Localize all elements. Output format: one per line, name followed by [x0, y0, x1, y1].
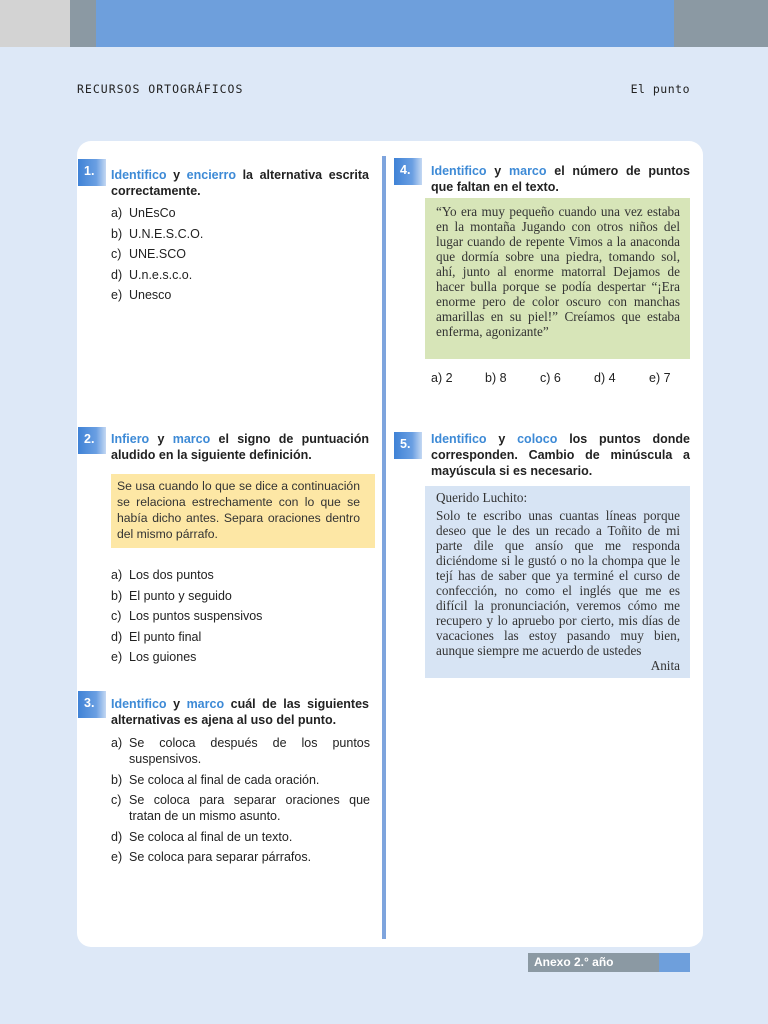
option-item[interactable] — [111, 608, 369, 624]
option-item[interactable] — [111, 588, 369, 604]
instruction-verb: encierro — [186, 168, 237, 182]
option-text: El punto y seguido — [129, 588, 232, 603]
option-text: Se coloca al final de cada oración. — [129, 772, 320, 787]
footer-label: Anexo 2.° año — [528, 953, 659, 972]
instruction-verb: marco — [509, 164, 547, 178]
option-item[interactable]: a) 2 — [431, 371, 453, 385]
instruction-verb: Infiero — [111, 432, 150, 446]
question-1-prompt — [111, 167, 369, 199]
top-bar-segment — [0, 0, 70, 47]
option-text: Se coloca al final de un texto. — [129, 829, 293, 844]
option-text: Unesco — [129, 288, 172, 302]
question-2-options — [111, 567, 369, 670]
footer-accent — [659, 953, 690, 972]
option-item[interactable] — [111, 649, 369, 665]
prompt-text: los puntos donde corresponden. Cambio de minúscula a mayúscula si es necesario. — [431, 432, 690, 478]
option-item[interactable] — [111, 205, 369, 221]
option-letter: c) — [111, 609, 122, 623]
option-letter: c) — [111, 793, 122, 807]
option-item[interactable]: e) 7 — [649, 371, 671, 385]
option-letter: d) — [111, 829, 123, 844]
option-item[interactable] — [111, 829, 370, 845]
option-text: Se coloca para separar oraciones que tratan de un mismo asunto. — [129, 793, 370, 823]
instruction-verb: marco — [172, 432, 211, 446]
option-text: Los dos puntos — [129, 568, 214, 582]
question-3-prompt — [111, 696, 369, 728]
connector-text: y — [166, 168, 187, 182]
option-item[interactable] — [111, 226, 369, 242]
option-text: U.n.e.s.c.o. — [129, 267, 193, 282]
question-4-options — [431, 371, 679, 385]
option-item[interactable] — [111, 246, 369, 262]
top-bar-segment — [674, 0, 768, 47]
option-letter: a) — [111, 206, 123, 220]
option-text: UNE.SCO — [129, 247, 186, 261]
option-text: UnEsCo — [129, 206, 176, 220]
instruction-verb: Identifico — [431, 432, 487, 446]
option-item[interactable] — [111, 567, 369, 583]
option-text: U.N.E.S.C.O. — [129, 226, 204, 241]
option-item[interactable]: d) 4 — [594, 371, 616, 385]
question-3-options — [111, 735, 370, 870]
connector-text: y — [149, 432, 173, 446]
question-5-prompt — [431, 431, 690, 479]
option-item[interactable] — [111, 267, 369, 283]
topic-title: El punto — [630, 82, 690, 96]
option-text: El punto final — [129, 629, 202, 644]
question-1-options — [111, 205, 369, 308]
top-color-bar — [0, 0, 768, 47]
question-number-badge: 5. — [394, 432, 422, 459]
letter-greeting: Querido Luchito: — [436, 490, 528, 505]
top-bar-segment — [70, 0, 96, 47]
option-letter: a) — [111, 736, 123, 750]
option-letter: d) — [111, 267, 123, 282]
option-letter: e) — [111, 650, 123, 664]
prompt-text: el número de puntos que faltan en el texto. — [431, 164, 690, 194]
question-2-prompt — [111, 431, 369, 463]
option-item[interactable]: c) 6 — [540, 371, 561, 385]
option-letter: c) — [111, 247, 122, 261]
instruction-verb: Identifico — [431, 164, 487, 178]
prompt-text: la alternativa escrita correctamente. — [111, 168, 369, 198]
option-letter: b) — [111, 772, 123, 787]
question-number-badge: 4. — [394, 158, 422, 185]
option-item[interactable] — [111, 849, 370, 865]
instruction-verb: marco — [186, 697, 225, 711]
option-letter: a) — [111, 568, 123, 582]
letter-box — [425, 486, 690, 678]
letter-signature: Anita — [650, 658, 680, 673]
top-bar-segment — [96, 0, 674, 47]
option-letter: b) — [111, 588, 123, 603]
connector-text: y — [166, 697, 187, 711]
connector-text: y — [486, 432, 518, 446]
prompt-text: el signo de puntuación aludido en la siguiente definición. — [111, 432, 369, 462]
option-item[interactable] — [111, 772, 370, 788]
option-letter: b) — [111, 226, 123, 241]
option-letter: d) — [111, 629, 123, 644]
instruction-verb: Identifico — [111, 168, 167, 182]
option-text: Los guiones — [129, 650, 197, 664]
question-4-prompt — [431, 163, 690, 195]
question-number-badge: 3. — [78, 691, 106, 718]
question-number-badge: 1. — [78, 159, 106, 186]
column-divider — [382, 156, 386, 939]
option-item[interactable] — [111, 287, 369, 303]
option-item[interactable] — [111, 629, 369, 645]
letter-body: Solo te escribo unas cuantas líneas porque deseo que le des un recado a Toñito de mi parte dile que ansío que me responda diciéndome si le gustó o no la chompa que le tejí has de saber que ya terminé el curso de confección, no como el inglés que me es difícil la pronunciación, veremos cómo me recupero y lo apruebo por cierto, mis días de vacaciones las estoy pasando muy bien, aunque siempre me acuerdo de ustedes — [436, 508, 680, 658]
footer-bar — [528, 953, 690, 972]
connector-text: y — [486, 164, 509, 178]
option-text: Se coloca después de los puntos suspensivos. — [129, 736, 370, 766]
option-letter: e) — [111, 850, 123, 864]
option-text: Los puntos suspensivos — [129, 609, 263, 623]
instruction-verb: coloco — [517, 432, 558, 446]
option-letter: e) — [111, 288, 123, 302]
question-number-badge: 2. — [78, 427, 106, 454]
option-item[interactable]: b) 8 — [485, 371, 507, 385]
option-text: Se coloca para separar párrafos. — [129, 850, 312, 864]
quote-box: “Yo era muy pequeño cuando una vez estaba en la montaña Jugando con otros niños del lugar cuando de repente Vimos a la anaconda que dormía sobre una piedra, tomando sol, ahí, junto al enorme matorral Dejamos de hacer bulla porque se podía despertar “¡Era enorme pero de color oscuro con manchas amarillas en su piel!” Creíamos que estaba enferma, agonizante” — [425, 198, 690, 359]
definition-box: Se usa cuando lo que se dice a continuación se relaciona estrechamente con lo que se había dicho antes. Separa oraciones dentro del mismo párrafo. — [111, 474, 375, 548]
instruction-verb: Identifico — [111, 697, 167, 711]
prompt-text: cuál de las siguientes alternativas es ajena al uso del punto. — [111, 697, 369, 727]
option-item[interactable] — [111, 792, 370, 824]
section-title: RECURSOS ORTOGRÁFICOS — [77, 82, 244, 96]
option-item[interactable] — [111, 735, 370, 767]
